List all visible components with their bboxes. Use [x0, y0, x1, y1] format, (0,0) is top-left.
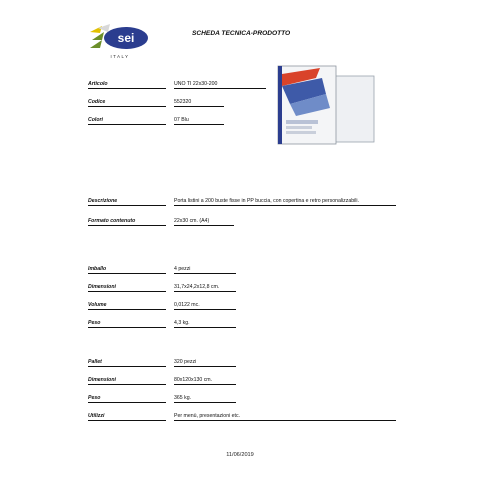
logo-text: sei: [117, 31, 135, 45]
label-codice: Codice: [88, 99, 106, 105]
row-formato: [0, 218, 480, 229]
row-dimensioni-pallet: [0, 377, 480, 388]
label-pallet: Pallet: [88, 359, 102, 365]
divider: [88, 124, 166, 125]
divider: [88, 402, 166, 403]
value-peso-pallet: 365 kg.: [174, 395, 192, 401]
value-descrizione: Porta listini a 200 buste fisse in PP buccia, con copertina e retro personalizzabili.: [174, 198, 360, 204]
sei-logo-mark: [88, 22, 152, 54]
row-imballo: [0, 266, 480, 277]
value-dimensioni-pallet: 80x120x130 cm.: [174, 377, 213, 383]
value-utilizzi: Per menù, presentazioni etc.: [174, 413, 241, 419]
label-colori: Colori: [88, 117, 103, 123]
logo-country: ITALY: [110, 54, 130, 59]
value-formato: 22x30 cm. (A4): [174, 218, 210, 224]
divider: [174, 366, 236, 367]
divider: [88, 420, 166, 421]
divider: [88, 327, 166, 328]
value-pallet: 320 pezzi: [174, 359, 197, 365]
value-dimensioni-imballo: 31,7x24,2x12,8 cm.: [174, 284, 220, 290]
row-colori: [0, 117, 480, 128]
label-formato: Formato contenuto: [88, 218, 136, 224]
divider: [174, 384, 236, 385]
divider: [174, 291, 236, 292]
label-volume: Volume: [88, 302, 107, 308]
row-peso-imballo: [0, 320, 480, 331]
row-descrizione: [0, 198, 480, 209]
divider: [174, 327, 236, 328]
value-volume: 0,0122 mc.: [174, 302, 200, 308]
divider: [174, 124, 224, 125]
label-peso-imballo: Peso: [88, 320, 101, 326]
label-dimensioni-pallet: Dimensioni: [88, 377, 116, 383]
label-descrizione: Descrizione: [88, 198, 118, 204]
value-peso-imballo: 4,3 kg.: [174, 320, 190, 326]
row-peso-pallet: [0, 395, 480, 406]
divider: [88, 225, 166, 226]
row-utilizzi: [0, 413, 480, 424]
row-dimensioni-imballo: [0, 284, 480, 295]
divider: [174, 309, 236, 310]
document-title: SCHEDA TECNICA-PRODOTTO: [192, 30, 291, 37]
value-imballo: 4 pezzi: [174, 266, 191, 272]
row-pallet: [0, 359, 480, 370]
divider: [88, 309, 166, 310]
divider: [174, 225, 234, 226]
divider: [174, 88, 266, 89]
divider: [88, 366, 166, 367]
divider: [88, 88, 166, 89]
label-utilizzi: Utilizzi: [88, 413, 105, 419]
divider: [88, 273, 166, 274]
row-codice: [0, 99, 480, 110]
row-articolo: [0, 81, 480, 92]
divider: [174, 420, 396, 421]
divider: [88, 291, 166, 292]
brand-logo: [88, 22, 152, 64]
row-volume: [0, 302, 480, 313]
value-articolo: UNO TI 22x30-200: [174, 81, 218, 87]
divider: [174, 205, 396, 206]
label-imballo: Imballo: [88, 266, 107, 272]
label-articolo: Articolo: [88, 81, 108, 87]
divider: [88, 205, 166, 206]
divider: [88, 384, 166, 385]
divider: [174, 402, 236, 403]
value-codice: 552320: [174, 99, 192, 105]
divider: [88, 106, 166, 107]
footer-date: 11/06/2019: [226, 452, 254, 458]
divider: [174, 106, 224, 107]
value-colori: 07 Blu: [174, 117, 189, 123]
label-peso-pallet: Peso: [88, 395, 101, 401]
label-dimensioni-imballo: Dimensioni: [88, 284, 116, 290]
divider: [174, 273, 236, 274]
